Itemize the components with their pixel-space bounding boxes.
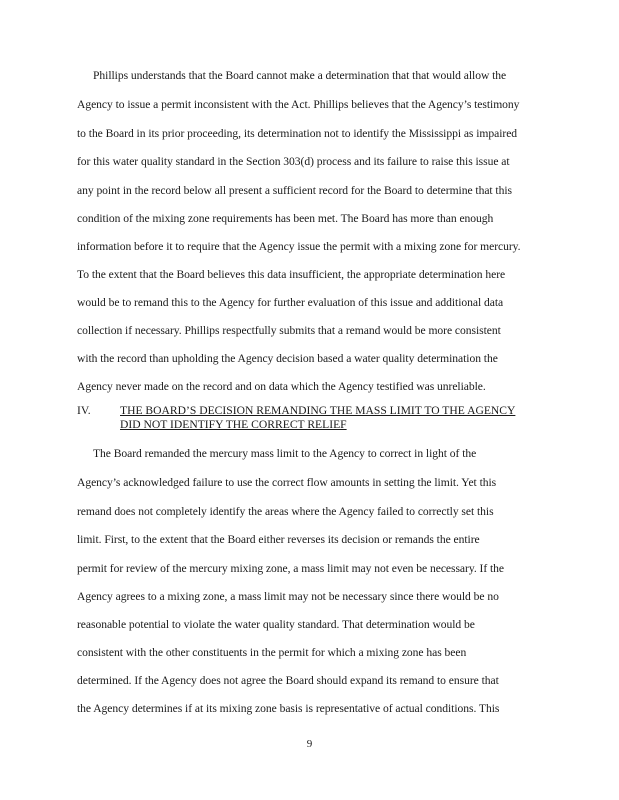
text-line: to the Board in its prior proceeding, its determination not to identify the Mississippi as impaired [77,127,518,140]
text-line: Phillips understands that the Board cannot make a determination that that would allow the [93,69,507,82]
text-line: the Agency determines if at its mixing zone basis is representative of actual conditions. This [77,702,500,715]
text-line: reasonable potential to violate the water quality standard. That determination would be [77,618,475,631]
text-line: Agency to issue a permit inconsistent with the Act. Phillips believes that the Agency’s testimony [77,98,520,111]
text-line: consistent with the other constituents in the permit for which a mixing zone has been [77,646,467,659]
text-line: Agency never made on the record and on data which the Agency testified was unreliable. [77,380,486,393]
text-line: permit for review of the mercury mixing zone, a mass limit may not even be necessary. If the [77,562,505,575]
text-line: Agency agrees to a mixing zone, a mass limit may not be necessary since there would be no [77,590,499,603]
text-line: determined. If the Agency does not agree the Board should expand its remand to ensure that [77,674,499,687]
text-line: collection if necessary. Phillips respectfully submits that a remand would be more consistent [77,324,501,337]
text-line: with the record than upholding the Agency decision based a water quality determination the [77,352,498,365]
page-number: 9 [306,738,313,750]
text-line: Agency’s acknowledged failure to use the correct flow amounts in setting the limit. Yet this [77,476,497,489]
text-line: information before it to require that the Agency issue the permit with a mixing zone for mercury. [77,240,521,253]
text-line: limit. First, to the extent that the Board either reverses its decision or remands the entire [77,533,480,546]
heading-line-2: DID NOT IDENTIFY THE CORRECT RELIEF [120,418,347,431]
text-line: for this water quality standard in the Section 303(d) process and its failure to raise this issue at [77,155,510,168]
text-line: The Board remanded the mercury mass limit to the Agency to correct in light of the [93,447,477,460]
heading-line-1: THE BOARD’S DECISION REMANDING THE MASS LIMIT TO THE AGENCY [120,404,516,417]
text-line: remand does not completely identify the areas where the Agency failed to correctly set this [77,505,494,518]
text-line: any point in the record below all present a sufficient record for the Board to determine that this [77,184,512,197]
text-line: condition of the mixing zone requirements has been met. The Board has more than enough [77,212,494,225]
text-line: would be to remand this to the Agency for further evaluation of this issue and additional data [77,296,504,309]
text-line: To the extent that the Board believes this data insufficient, the appropriate determination here [77,268,506,281]
section-number: IV. [77,404,91,417]
